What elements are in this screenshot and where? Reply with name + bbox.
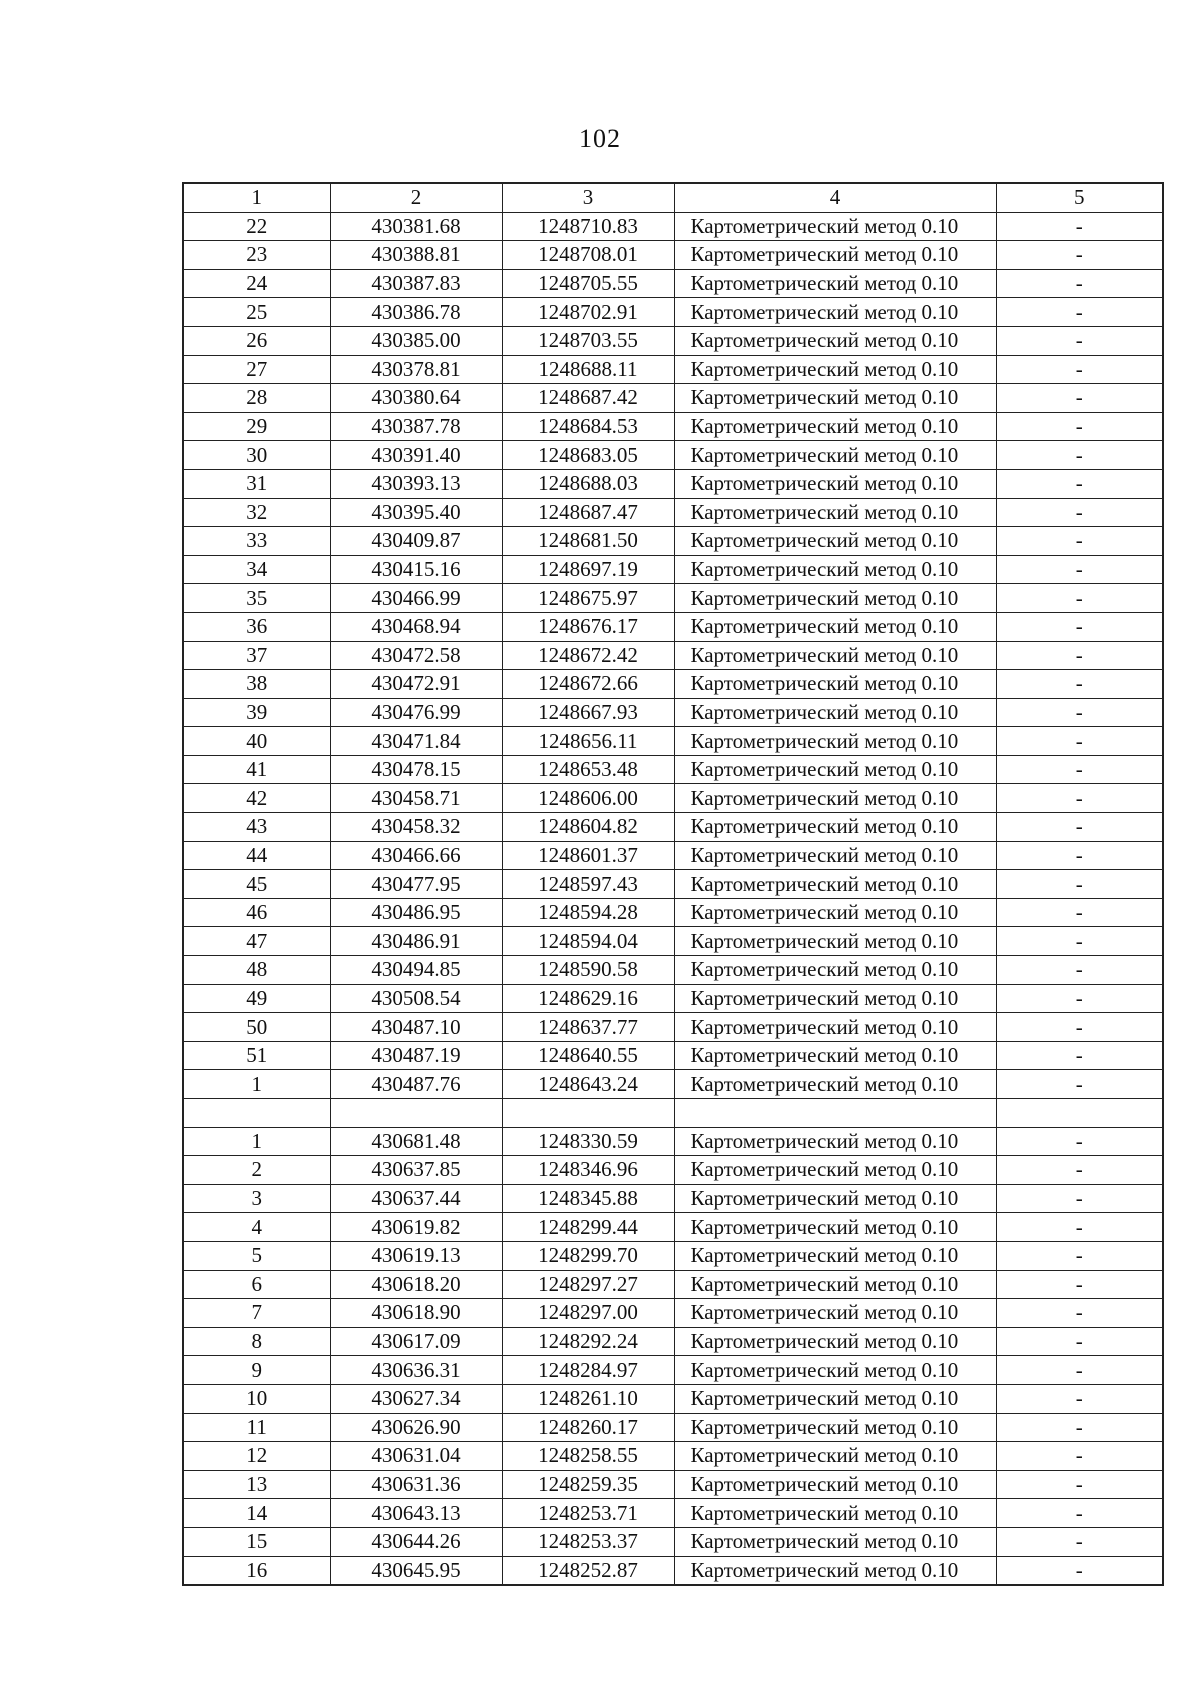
y-coordinate-cell: 1248675.97: [502, 584, 674, 613]
note-cell: -: [996, 584, 1163, 613]
point-number-cell: 41: [183, 755, 330, 784]
point-number-cell: 6: [183, 1270, 330, 1299]
y-coordinate-cell: 1248672.66: [502, 670, 674, 699]
y-coordinate-cell: 1248252.87: [502, 1556, 674, 1585]
y-coordinate-cell: 1248594.04: [502, 927, 674, 956]
x-coordinate-cell: 430617.09: [330, 1327, 502, 1356]
point-number-cell: 29: [183, 412, 330, 441]
point-number-cell: 46: [183, 898, 330, 927]
method-cell: Картометрический метод 0.10: [674, 1499, 996, 1528]
table-row: [183, 927, 1163, 956]
note-cell: -: [996, 241, 1163, 270]
note-cell: -: [996, 1070, 1163, 1099]
note-cell: -: [996, 1327, 1163, 1356]
x-coordinate-cell: 430458.71: [330, 784, 502, 813]
x-coordinate-cell: 430487.19: [330, 1041, 502, 1070]
x-coordinate-cell: 430644.26: [330, 1527, 502, 1556]
point-number-cell: 44: [183, 841, 330, 870]
note-cell: -: [996, 1384, 1163, 1413]
y-coordinate-cell: 1248346.96: [502, 1156, 674, 1185]
table-row: [183, 641, 1163, 670]
y-coordinate-cell: 1248261.10: [502, 1384, 674, 1413]
note-cell: -: [996, 1299, 1163, 1328]
method-cell: Картометрический метод 0.10: [674, 898, 996, 927]
y-coordinate-cell: 1248643.24: [502, 1070, 674, 1099]
header-col-3: 3: [502, 183, 674, 212]
header-row: [183, 183, 1163, 212]
header-col-2: 2: [330, 183, 502, 212]
note-cell: -: [996, 813, 1163, 842]
table-row: [183, 612, 1163, 641]
point-number-cell: 31: [183, 469, 330, 498]
note-cell: -: [996, 1356, 1163, 1385]
point-number-cell: 15: [183, 1527, 330, 1556]
y-coordinate-cell: 1248637.77: [502, 1013, 674, 1042]
x-coordinate-cell: 430626.90: [330, 1413, 502, 1442]
table-row: [183, 870, 1163, 899]
method-cell: Картометрический метод 0.10: [674, 441, 996, 470]
table-row: [183, 555, 1163, 584]
table-row: [183, 1041, 1163, 1070]
x-coordinate-cell: 430388.81: [330, 241, 502, 270]
table-row: [183, 1499, 1163, 1528]
method-cell: Картометрический метод 0.10: [674, 1156, 996, 1185]
table-row: [183, 412, 1163, 441]
y-coordinate-cell: 1248656.11: [502, 727, 674, 756]
y-coordinate-cell: 1248703.55: [502, 326, 674, 355]
note-cell: -: [996, 1013, 1163, 1042]
y-coordinate-cell: 1248629.16: [502, 984, 674, 1013]
x-coordinate-cell: 430466.66: [330, 841, 502, 870]
table-row: [183, 698, 1163, 727]
x-coordinate-cell: 430380.64: [330, 384, 502, 413]
y-coordinate-cell: 1248260.17: [502, 1413, 674, 1442]
table-row: [183, 1413, 1163, 1442]
y-coordinate-cell: 1248688.03: [502, 469, 674, 498]
table-body: [183, 212, 1163, 1585]
method-cell: Картометрический метод 0.10: [674, 269, 996, 298]
method-cell: Картометрический метод 0.10: [674, 1470, 996, 1499]
point-number-cell: 28: [183, 384, 330, 413]
note-cell: -: [996, 269, 1163, 298]
table-row: [183, 469, 1163, 498]
x-coordinate-cell: 430631.04: [330, 1442, 502, 1471]
method-cell: Картометрический метод 0.10: [674, 212, 996, 241]
method-cell: Картометрический метод 0.10: [674, 1184, 996, 1213]
point-number-cell: 12: [183, 1442, 330, 1471]
note-cell: -: [996, 1413, 1163, 1442]
method-cell: Картометрический метод 0.10: [674, 1241, 996, 1270]
table-row: [183, 241, 1163, 270]
table-row: [183, 1470, 1163, 1499]
y-coordinate-cell: 1248297.00: [502, 1299, 674, 1328]
method-cell: Картометрический метод 0.10: [674, 1127, 996, 1156]
note-cell: -: [996, 298, 1163, 327]
method-cell: Картометрический метод 0.10: [674, 670, 996, 699]
table-row: [183, 584, 1163, 613]
x-coordinate-cell: 430478.15: [330, 755, 502, 784]
x-coordinate-cell: 430645.95: [330, 1556, 502, 1585]
table-row: [183, 1299, 1163, 1328]
table-row: [183, 1556, 1163, 1585]
point-number-cell: 1: [183, 1127, 330, 1156]
x-coordinate-cell: 430627.34: [330, 1384, 502, 1413]
point-number-cell: 48: [183, 956, 330, 985]
x-coordinate-cell: 430468.94: [330, 612, 502, 641]
y-coordinate-cell: 1248687.42: [502, 384, 674, 413]
x-coordinate-cell: 430466.99: [330, 584, 502, 613]
method-cell: Картометрический метод 0.10: [674, 241, 996, 270]
x-coordinate-cell: 430391.40: [330, 441, 502, 470]
method-cell: Картометрический метод 0.10: [674, 527, 996, 556]
point-number-cell: 2: [183, 1156, 330, 1185]
x-coordinate-cell: 430386.78: [330, 298, 502, 327]
point-number-cell: 10: [183, 1384, 330, 1413]
y-coordinate-cell: 1248259.35: [502, 1470, 674, 1499]
x-coordinate-cell: 430477.95: [330, 870, 502, 899]
x-coordinate-cell: 430631.36: [330, 1470, 502, 1499]
table-row: [183, 498, 1163, 527]
x-coordinate-cell: 430681.48: [330, 1127, 502, 1156]
point-number-cell: 7: [183, 1299, 330, 1328]
y-coordinate-cell: 1248676.17: [502, 612, 674, 641]
table-row: [183, 1356, 1163, 1385]
method-cell: Картометрический метод 0.10: [674, 1556, 996, 1585]
table-row: [183, 813, 1163, 842]
y-coordinate-cell: 1248284.97: [502, 1356, 674, 1385]
note-cell: -: [996, 1442, 1163, 1471]
x-coordinate-cell: 430387.78: [330, 412, 502, 441]
note-cell: -: [996, 870, 1163, 899]
point-number-cell: 16: [183, 1556, 330, 1585]
table-row: [183, 1527, 1163, 1556]
point-number-cell: 26: [183, 326, 330, 355]
method-cell: Картометрический метод 0.10: [674, 384, 996, 413]
y-coordinate-cell: [502, 1099, 674, 1128]
table-row: [183, 984, 1163, 1013]
table-row: [183, 1099, 1163, 1128]
x-coordinate-cell: 430619.82: [330, 1213, 502, 1242]
y-coordinate-cell: 1248330.59: [502, 1127, 674, 1156]
method-cell: Картометрический метод 0.10: [674, 326, 996, 355]
note-cell: -: [996, 612, 1163, 641]
method-cell: Картометрический метод 0.10: [674, 1299, 996, 1328]
x-coordinate-cell: 430486.95: [330, 898, 502, 927]
note-cell: -: [996, 1270, 1163, 1299]
x-coordinate-cell: 430619.13: [330, 1241, 502, 1270]
method-cell: Картометрический метод 0.10: [674, 1070, 996, 1099]
point-number-cell: 51: [183, 1041, 330, 1070]
note-cell: -: [996, 412, 1163, 441]
point-number-cell: 1: [183, 1070, 330, 1099]
note-cell: -: [996, 1184, 1163, 1213]
point-number-cell: [183, 1099, 330, 1128]
y-coordinate-cell: 1248688.11: [502, 355, 674, 384]
x-coordinate-cell: 430393.13: [330, 469, 502, 498]
x-coordinate-cell: 430387.83: [330, 269, 502, 298]
x-coordinate-cell: 430636.31: [330, 1356, 502, 1385]
table-row: [183, 1327, 1163, 1356]
method-cell: Картометрический метод 0.10: [674, 469, 996, 498]
note-cell: -: [996, 1213, 1163, 1242]
point-number-cell: 49: [183, 984, 330, 1013]
y-coordinate-cell: 1248604.82: [502, 813, 674, 842]
point-number-cell: 33: [183, 527, 330, 556]
note-cell: -: [996, 1156, 1163, 1185]
method-cell: Картометрический метод 0.10: [674, 727, 996, 756]
point-number-cell: 47: [183, 927, 330, 956]
y-coordinate-cell: 1248258.55: [502, 1442, 674, 1471]
page-number: 102: [579, 124, 621, 153]
y-coordinate-cell: 1248345.88: [502, 1184, 674, 1213]
point-number-cell: 4: [183, 1213, 330, 1242]
note-cell: -: [996, 469, 1163, 498]
y-coordinate-cell: 1248253.71: [502, 1499, 674, 1528]
point-number-cell: 40: [183, 727, 330, 756]
table-row: [183, 269, 1163, 298]
note-cell: -: [996, 927, 1163, 956]
note-cell: -: [996, 898, 1163, 927]
y-coordinate-cell: 1248705.55: [502, 269, 674, 298]
y-coordinate-cell: 1248708.01: [502, 241, 674, 270]
method-cell: Картометрический метод 0.10: [674, 1527, 996, 1556]
header-col-5: 5: [996, 183, 1163, 212]
method-cell: Картометрический метод 0.10: [674, 584, 996, 613]
method-cell: Картометрический метод 0.10: [674, 355, 996, 384]
y-coordinate-cell: 1248672.42: [502, 641, 674, 670]
y-coordinate-cell: 1248594.28: [502, 898, 674, 927]
method-cell: Картометрический метод 0.10: [674, 1270, 996, 1299]
method-cell: Картометрический метод 0.10: [674, 927, 996, 956]
point-number-cell: 9: [183, 1356, 330, 1385]
method-cell: Картометрический метод 0.10: [674, 1442, 996, 1471]
method-cell: Картометрический метод 0.10: [674, 498, 996, 527]
point-number-cell: 8: [183, 1327, 330, 1356]
y-coordinate-cell: 1248590.58: [502, 956, 674, 985]
y-coordinate-cell: 1248697.19: [502, 555, 674, 584]
header-col-1: 1: [183, 183, 330, 212]
note-cell: -: [996, 1499, 1163, 1528]
point-number-cell: 13: [183, 1470, 330, 1499]
y-coordinate-cell: 1248681.50: [502, 527, 674, 556]
note-cell: -: [996, 698, 1163, 727]
point-number-cell: 3: [183, 1184, 330, 1213]
x-coordinate-cell: 430471.84: [330, 727, 502, 756]
table-row: [183, 784, 1163, 813]
method-cell: Картометрический метод 0.10: [674, 1384, 996, 1413]
point-number-cell: 30: [183, 441, 330, 470]
y-coordinate-cell: 1248601.37: [502, 841, 674, 870]
table-header: [183, 183, 1163, 212]
note-cell: -: [996, 527, 1163, 556]
x-coordinate-cell: 430643.13: [330, 1499, 502, 1528]
method-cell: [674, 1099, 996, 1128]
y-coordinate-cell: 1248710.83: [502, 212, 674, 241]
note-cell: -: [996, 1041, 1163, 1070]
point-number-cell: 14: [183, 1499, 330, 1528]
note-cell: -: [996, 956, 1163, 985]
table-row: [183, 1241, 1163, 1270]
note-cell: -: [996, 1470, 1163, 1499]
y-coordinate-cell: 1248653.48: [502, 755, 674, 784]
table-row: [183, 384, 1163, 413]
x-coordinate-cell: 430494.85: [330, 956, 502, 985]
y-coordinate-cell: 1248597.43: [502, 870, 674, 899]
x-coordinate-cell: 430486.91: [330, 927, 502, 956]
point-number-cell: 11: [183, 1413, 330, 1442]
method-cell: Картометрический метод 0.10: [674, 412, 996, 441]
table-row: [183, 326, 1163, 355]
x-coordinate-cell: 430637.44: [330, 1184, 502, 1213]
x-coordinate-cell: 430508.54: [330, 984, 502, 1013]
point-number-cell: 22: [183, 212, 330, 241]
table-row: [183, 841, 1163, 870]
method-cell: Картометрический метод 0.10: [674, 956, 996, 985]
note-cell: -: [996, 384, 1163, 413]
note-cell: -: [996, 755, 1163, 784]
note-cell: -: [996, 498, 1163, 527]
note-cell: -: [996, 1556, 1163, 1585]
y-coordinate-cell: 1248292.24: [502, 1327, 674, 1356]
method-cell: Картометрический метод 0.10: [674, 1041, 996, 1070]
x-coordinate-cell: [330, 1099, 502, 1128]
note-cell: -: [996, 1241, 1163, 1270]
x-coordinate-cell: 430395.40: [330, 498, 502, 527]
x-coordinate-cell: 430487.76: [330, 1070, 502, 1099]
header-col-4: 4: [674, 183, 996, 212]
x-coordinate-cell: 430618.20: [330, 1270, 502, 1299]
note-cell: [996, 1099, 1163, 1128]
table-row: [183, 898, 1163, 927]
method-cell: Картометрический метод 0.10: [674, 1213, 996, 1242]
method-cell: Картометрический метод 0.10: [674, 1327, 996, 1356]
method-cell: Картометрический метод 0.10: [674, 641, 996, 670]
method-cell: Картометрический метод 0.10: [674, 841, 996, 870]
point-number-cell: 39: [183, 698, 330, 727]
y-coordinate-cell: 1248702.91: [502, 298, 674, 327]
table-row: [183, 670, 1163, 699]
method-cell: Картометрический метод 0.10: [674, 870, 996, 899]
x-coordinate-cell: 430381.68: [330, 212, 502, 241]
note-cell: -: [996, 841, 1163, 870]
table-row: [183, 1184, 1163, 1213]
x-coordinate-cell: 430487.10: [330, 1013, 502, 1042]
point-number-cell: 24: [183, 269, 330, 298]
x-coordinate-cell: 430385.00: [330, 326, 502, 355]
note-cell: -: [996, 441, 1163, 470]
y-coordinate-cell: 1248606.00: [502, 784, 674, 813]
point-number-cell: 37: [183, 641, 330, 670]
point-number-cell: 45: [183, 870, 330, 899]
method-cell: Картометрический метод 0.10: [674, 813, 996, 842]
table-row: [183, 1270, 1163, 1299]
y-coordinate-cell: 1248640.55: [502, 1041, 674, 1070]
method-cell: Картометрический метод 0.10: [674, 612, 996, 641]
x-coordinate-cell: 430378.81: [330, 355, 502, 384]
table-row: [183, 298, 1163, 327]
point-number-cell: 27: [183, 355, 330, 384]
point-number-cell: 36: [183, 612, 330, 641]
table-row: [183, 212, 1163, 241]
table-row: [183, 1442, 1163, 1471]
note-cell: -: [996, 212, 1163, 241]
x-coordinate-cell: 430476.99: [330, 698, 502, 727]
note-cell: -: [996, 355, 1163, 384]
note-cell: -: [996, 1527, 1163, 1556]
point-number-cell: 50: [183, 1013, 330, 1042]
x-coordinate-cell: 430415.16: [330, 555, 502, 584]
coordinates-table: [182, 182, 1164, 1586]
y-coordinate-cell: 1248299.44: [502, 1213, 674, 1242]
table-row: [183, 727, 1163, 756]
table-row: [183, 527, 1163, 556]
table-row: [183, 755, 1163, 784]
table-row: [183, 1384, 1163, 1413]
table-row: [183, 441, 1163, 470]
table-row: [183, 1013, 1163, 1042]
note-cell: -: [996, 555, 1163, 584]
method-cell: Картометрический метод 0.10: [674, 698, 996, 727]
note-cell: -: [996, 641, 1163, 670]
point-number-cell: 5: [183, 1241, 330, 1270]
y-coordinate-cell: 1248253.37: [502, 1527, 674, 1556]
note-cell: -: [996, 784, 1163, 813]
x-coordinate-cell: 430618.90: [330, 1299, 502, 1328]
method-cell: Картометрический метод 0.10: [674, 784, 996, 813]
note-cell: -: [996, 727, 1163, 756]
method-cell: Картометрический метод 0.10: [674, 298, 996, 327]
y-coordinate-cell: 1248667.93: [502, 698, 674, 727]
x-coordinate-cell: 430458.32: [330, 813, 502, 842]
point-number-cell: 42: [183, 784, 330, 813]
method-cell: Картометрический метод 0.10: [674, 1413, 996, 1442]
method-cell: Картометрический метод 0.10: [674, 555, 996, 584]
table-row: [183, 355, 1163, 384]
method-cell: Картометрический метод 0.10: [674, 984, 996, 1013]
table-row: [183, 1213, 1163, 1242]
method-cell: Картометрический метод 0.10: [674, 755, 996, 784]
point-number-cell: 38: [183, 670, 330, 699]
table-row: [183, 1070, 1163, 1099]
method-cell: Картометрический метод 0.10: [674, 1356, 996, 1385]
point-number-cell: 34: [183, 555, 330, 584]
y-coordinate-cell: 1248683.05: [502, 441, 674, 470]
point-number-cell: 25: [183, 298, 330, 327]
point-number-cell: 32: [183, 498, 330, 527]
y-coordinate-cell: 1248297.27: [502, 1270, 674, 1299]
point-number-cell: 23: [183, 241, 330, 270]
y-coordinate-cell: 1248299.70: [502, 1241, 674, 1270]
y-coordinate-cell: 1248687.47: [502, 498, 674, 527]
table-row: [183, 1156, 1163, 1185]
method-cell: Картометрический метод 0.10: [674, 1013, 996, 1042]
x-coordinate-cell: 430472.91: [330, 670, 502, 699]
point-number-cell: 35: [183, 584, 330, 613]
note-cell: -: [996, 670, 1163, 699]
table-row: [183, 956, 1163, 985]
y-coordinate-cell: 1248684.53: [502, 412, 674, 441]
point-number-cell: 43: [183, 813, 330, 842]
note-cell: -: [996, 984, 1163, 1013]
note-cell: -: [996, 1127, 1163, 1156]
x-coordinate-cell: 430409.87: [330, 527, 502, 556]
table-row: [183, 1127, 1163, 1156]
note-cell: -: [996, 326, 1163, 355]
x-coordinate-cell: 430637.85: [330, 1156, 502, 1185]
x-coordinate-cell: 430472.58: [330, 641, 502, 670]
